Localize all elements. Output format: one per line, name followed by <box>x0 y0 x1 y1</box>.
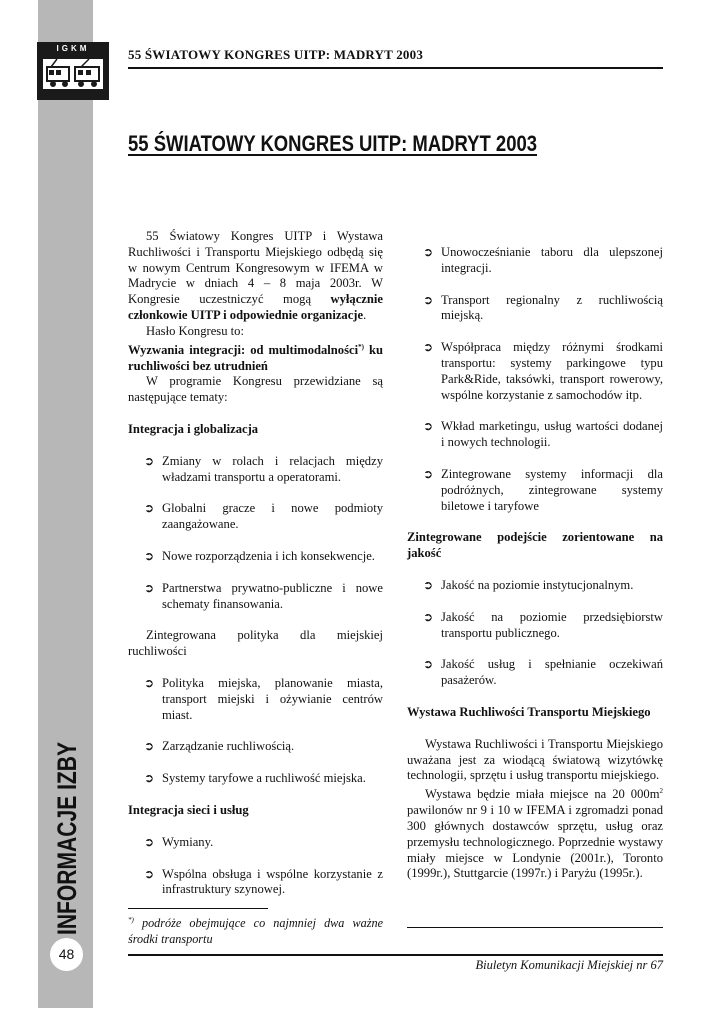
motto-text-2: ku ruchliwości bez utrudnień <box>128 342 383 373</box>
motto <box>128 340 383 375</box>
footnote-mark: *) <box>128 916 134 925</box>
exhibition-paragraph-2 <box>407 784 663 882</box>
list-item <box>128 771 383 787</box>
section-heading: Integracja i globalizacja <box>128 421 259 436</box>
list-item-text: Polityka miejska, planowanie miasta, transport miejski i ożywianie centrów miast. <box>162 675 383 722</box>
intro-text: 55 Światowy Kongres UITP i Wystawa Ruchliwości i Transportu Miejskiego odbędą się w nowym Centrum Kongresowym w IFEMA w Madrycie w dniach 4 – 8 maja 2003r. W Kongresie uczestniczyć mogą <box>128 229 383 307</box>
footnote <box>128 913 383 947</box>
program-paragraph: W programie Kongresu przewidziane są następujące tematy: <box>128 374 383 405</box>
list-item <box>407 340 663 403</box>
arrow-icon: ➲ <box>144 739 155 754</box>
list-item <box>128 676 383 723</box>
list-item-text: Jakość na poziomie instytucjonalnym. <box>441 577 634 592</box>
list-item <box>407 245 663 277</box>
list-item <box>128 581 383 613</box>
arrow-icon: ➲ <box>423 419 434 434</box>
list-item-text: Zintegrowane systemy informacji dla podróżnych, zintegrowane systemy biletowe i taryfowe <box>441 466 663 513</box>
list-item-text: Transport regionalny z ruchliwością miejską. <box>441 292 663 323</box>
arrow-icon: ➲ <box>144 580 155 595</box>
list-item-text: Unowocześnianie taboru dla ulepszonej integracji. <box>441 245 663 275</box>
intro-bold: wyłącznie członkowie UITP i odpowiednie organizacje <box>128 292 383 322</box>
list-item <box>407 610 663 642</box>
arrow-icon: ➲ <box>144 866 155 881</box>
section-label <box>51 705 83 935</box>
list-item <box>407 467 663 514</box>
arrow-icon: ➲ <box>144 501 155 516</box>
motto-text: Wyzwania integracji: od multimodalności <box>128 342 359 357</box>
list-item <box>128 867 383 899</box>
list-item <box>128 501 383 533</box>
column-end-rule <box>407 927 663 928</box>
right-column <box>407 245 663 882</box>
para2-sup: 2 <box>659 787 663 796</box>
arrow-icon: ➲ <box>144 771 155 786</box>
arrow-icon: ➲ <box>423 466 434 481</box>
list-item-text: Jakość na poziomie przedsiębiorstw transportu publicznego. <box>441 609 663 640</box>
list-item-text: Wspólna obsługa i wspólne korzystanie z infrastruktury szynowej. <box>162 866 383 897</box>
page-number: 48 <box>50 938 83 971</box>
vehicles-icon <box>41 55 105 97</box>
arrow-icon: ➲ <box>423 657 434 672</box>
section-paragraph: Zintegrowana polityka dla miejskiej ruchliwości <box>128 628 383 659</box>
arrow-icon: ➲ <box>144 675 155 690</box>
list-item <box>128 454 383 486</box>
list-item-text: Globalni gracze i nowe podmioty zaangażowane. <box>162 501 383 532</box>
intro-paragraph <box>128 229 383 324</box>
list-item-text: Partnerstwa prywatno-publiczne i nowe schematy finansowania. <box>162 580 383 611</box>
list-item <box>128 835 383 851</box>
list-item <box>128 549 383 565</box>
para2-text: Wystawa będzie miała miejsce na 20 000m <box>425 787 660 802</box>
motto-mark: *) <box>358 342 364 351</box>
list-item-text: Nowe rozporządzenia i ich konsekwencje. <box>162 548 375 563</box>
list-item-text: Wkład marketingu, usług wartości dodanej i nowych technologii. <box>441 419 663 450</box>
list-item-text: Systemy taryfowe a ruchliwość miejska. <box>162 771 366 786</box>
arrow-icon: ➲ <box>423 609 434 624</box>
para2-text-2: pawilonów nr 9 i 10 w IFEMA i zgromadzi ponad 300 głównych dostawców sprzętu, usług oraz przemysłu technologicznego. Poprzednie wystawy miały miejsce w Londynie (2001r.), Toronto (1999r.), Stuttgarcie (1997r.) i Paryżu (1995r.). <box>407 803 663 881</box>
arrow-icon: ➲ <box>144 548 155 563</box>
intro-end: . <box>363 307 367 322</box>
section-heading: Integracja sieci i usług <box>128 802 249 817</box>
igkm-logo <box>37 42 109 100</box>
arrow-icon: ➲ <box>423 577 434 592</box>
list-item <box>407 657 663 689</box>
list-item <box>407 293 663 325</box>
logo-text: IGKM <box>56 44 90 53</box>
arrow-icon: ➲ <box>423 245 434 259</box>
arrow-icon: ➲ <box>144 453 155 468</box>
section-label-text: INFORMACJE IZBY <box>52 741 82 935</box>
exhibition-paragraph: Wystawa Ruchliwości i Transportu Miejskiego uważana jest za wiodącą światową wizytówkę technologii, sprzętu i usług transportu miejskiego. <box>407 736 663 783</box>
running-header: 55 ŚWIATOWY KONGRES UITP: MADRYT 2003 <box>128 47 424 62</box>
section-heading: Zintegrowane podejście zorientowane na jakość <box>407 530 663 561</box>
left-column <box>128 229 383 947</box>
list-item <box>407 419 663 451</box>
page-title: 55 ŚWIATOWY KONGRES UITP: MADRYT 2003 <box>128 131 538 156</box>
footnote-rule <box>128 908 268 909</box>
list-item-text: Wymiany. <box>162 834 214 849</box>
header-rule <box>128 67 663 69</box>
arrow-icon: ➲ <box>423 340 434 355</box>
list-item-text: Zmiany w rolach i relacjach między władzami transportu a operatorami. <box>162 453 383 484</box>
list-item-text: Jakość usług i spełnianie oczekiwań pasażerów. <box>441 657 663 688</box>
arrow-icon: ➲ <box>423 292 434 307</box>
arrow-icon: ➲ <box>144 834 155 849</box>
footer-text: Biuletyn Komunikacji Miejskiej nr 67 <box>475 958 663 972</box>
list-item <box>128 739 383 755</box>
motto-intro: Hasło Kongresu to: <box>146 323 244 338</box>
footer-rule <box>128 954 663 956</box>
list-item-text: Zarządzanie ruchliwością. <box>162 739 295 754</box>
footnote-text: podróże obejmujące co najmniej dwa ważne środki transportu <box>128 916 383 946</box>
list-item <box>407 578 663 594</box>
list-item-text: Współpraca między różnymi środkami transportu: systemy parkingowe typu Park&Ride, taksówki, transport rowerowy, wspólne korzystanie z samochodów itp. <box>441 340 663 402</box>
section-heading: Wystawa Ruchliwości Transportu Miejskiego <box>407 704 651 719</box>
